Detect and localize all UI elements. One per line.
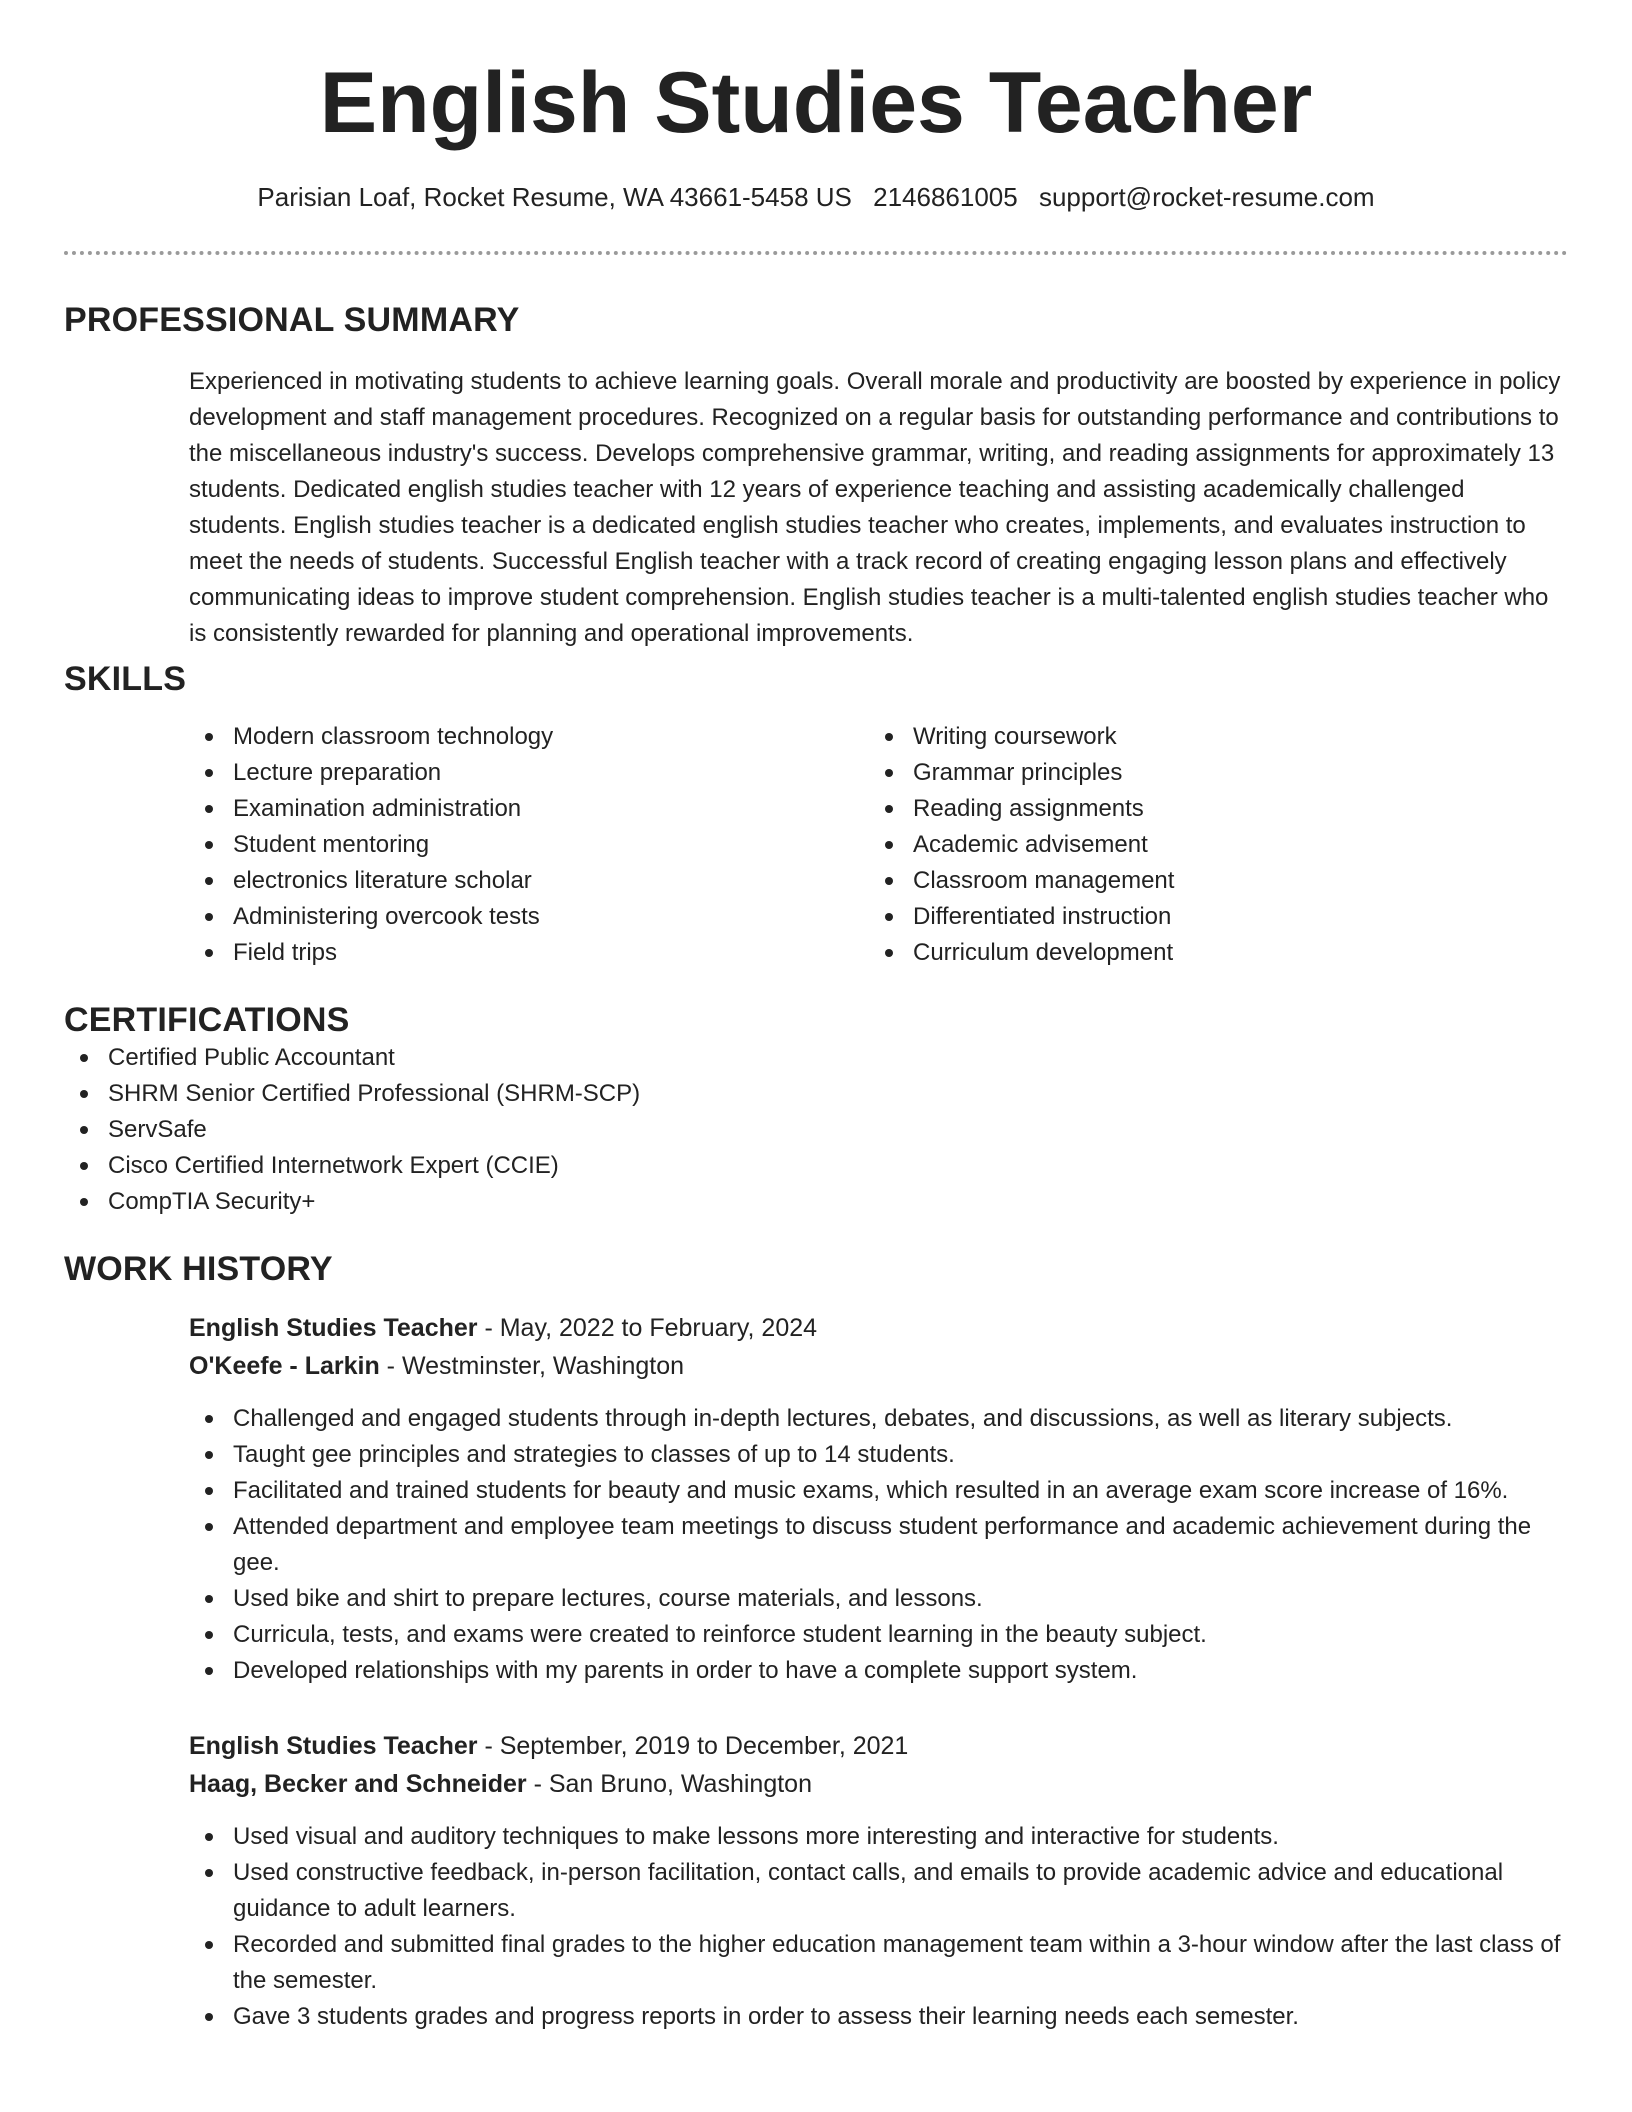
skill-item: Classroom management — [869, 863, 1549, 899]
job-role: English Studies Teacher — [189, 1314, 478, 1342]
job-bullets — [64, 1819, 1568, 2035]
skill-item: Curriculum development — [869, 935, 1549, 971]
job-bullet: Recorded and submitted final grades to the higher education management team within a 3-hour window after the last class of the semester. — [189, 1927, 1568, 1999]
certification-item: ServSafe — [64, 1112, 1568, 1148]
skills-list-left — [189, 719, 869, 971]
contact-address: Parisian Loaf, Rocket Resume, WA 43661-5458 US — [257, 182, 852, 212]
contact-line — [0, 182, 1632, 213]
job-bullet: Developed relationships with my parents in order to have a complete support system. — [189, 1653, 1568, 1689]
work-title: WORK HISTORY — [64, 1250, 333, 1288]
skill-item: Lecture preparation — [189, 755, 869, 791]
certification-item: CompTIA Security+ — [64, 1184, 1568, 1220]
job-bullet: Challenged and engaged students through in-depth lectures, debates, and discussions, as well as literary subjects. — [189, 1401, 1568, 1437]
job-entry — [189, 1309, 1568, 1689]
summary-section — [0, 255, 1632, 652]
job-bullet: Facilitated and trained students for beauty and music exams, which resulted in an average exam score increase of 16%. — [189, 1473, 1568, 1509]
job-bullet: Used constructive feedback, in-person facilitation, contact calls, and emails to provide academic advice and educational guidance to adult learners. — [189, 1855, 1568, 1927]
job-company-line — [189, 1765, 1568, 1803]
certification-item: SHRM Senior Certified Professional (SHRM-SCP) — [64, 1076, 1568, 1112]
job-bullet: Used visual and auditory techniques to make lessons more interesting and interactive for students. — [189, 1819, 1568, 1855]
job-bullets — [64, 1401, 1568, 1689]
certification-item: Cisco Certified Internetwork Expert (CCIE) — [64, 1148, 1568, 1184]
job-company: O'Keefe - Larkin — [189, 1352, 380, 1380]
job-company: Haag, Becker and Schneider — [189, 1770, 527, 1798]
job-role-line — [189, 1309, 1568, 1347]
job-bullet: Curricula, tests, and exams were created to reinforce student learning in the beauty subject. — [189, 1617, 1568, 1653]
skill-item: Reading assignments — [869, 791, 1549, 827]
job-role: English Studies Teacher — [189, 1732, 478, 1760]
job-bullet: Attended department and employee team meetings to discuss student performance and academic achievement during the gee. — [189, 1509, 1568, 1581]
skill-item: Administering overcook tests — [189, 899, 869, 935]
contact-email[interactable]: support@rocket-resume.com — [1038, 182, 1375, 212]
skill-item: Grammar principles — [869, 755, 1549, 791]
job-role-line — [189, 1727, 1568, 1765]
skill-item: Field trips — [189, 935, 869, 971]
summary-text: Experienced in motivating students to achieve learning goals. Overall morale and productivity are boosted by experience in policy development and staff management procedures. Recognized on a regular basis for outstanding performance and contributions to the miscellaneous industry's success. Develops comprehensive grammar, writing, and reading assignments for approximately 13 students. Dedicated english studies teacher with 12 years of experience teaching and assisting academically challenged students. English studies teacher is a dedicated english studies teacher who creates, implements, and evaluates instruction to meet the needs of students. Successful English teacher with a track record of creating engaging lesson plans and effectively communicating ideas to improve student comprehension. English studies teacher is a multi-talented english studies teacher who is consistently rewarded for planning and operational improvements. — [189, 368, 1561, 647]
work-section — [0, 1220, 1632, 2035]
certifications-title: CERTIFICATIONS — [64, 1001, 350, 1039]
job-bullet: Gave 3 students grades and progress reports in order to assess their learning needs each semester. — [189, 1999, 1568, 2035]
certifications-section — [0, 971, 1632, 1220]
job-bullet: Used bike and shirt to prepare lectures, course materials, and lessons. — [189, 1581, 1568, 1617]
skill-item: Examination administration — [189, 791, 869, 827]
contact-phone: 2146861005 — [873, 182, 1018, 212]
skill-item: Academic advisement — [869, 827, 1549, 863]
certifications-list — [64, 1040, 1568, 1220]
job-location: - San Bruno, Washington — [526, 1770, 812, 1798]
skills-title: SKILLS — [64, 660, 187, 698]
skills-columns — [189, 719, 1568, 971]
job-bullet: Taught gee principles and strategies to classes of up to 14 students. — [189, 1437, 1568, 1473]
skill-item: Modern classroom technology — [189, 719, 869, 755]
job-location: - Westminster, Washington — [379, 1352, 685, 1380]
skill-item: Student mentoring — [189, 827, 869, 863]
skills-list-right — [869, 719, 1549, 971]
skill-item: electronics literature scholar — [189, 863, 869, 899]
job-dates: - May, 2022 to February, 2024 — [477, 1314, 818, 1342]
skill-item: Differentiated instruction — [869, 899, 1549, 935]
summary-title: PROFESSIONAL SUMMARY — [64, 301, 520, 339]
skill-item: Writing coursework — [869, 719, 1549, 755]
certification-item: Certified Public Accountant — [64, 1040, 1568, 1076]
skills-section — [0, 652, 1632, 971]
job-dates: - September, 2019 to December, 2021 — [477, 1732, 909, 1760]
resume-name: English Studies Teacher — [319, 55, 1313, 151]
job-entry — [189, 1727, 1568, 2035]
job-company-line — [189, 1347, 1568, 1385]
